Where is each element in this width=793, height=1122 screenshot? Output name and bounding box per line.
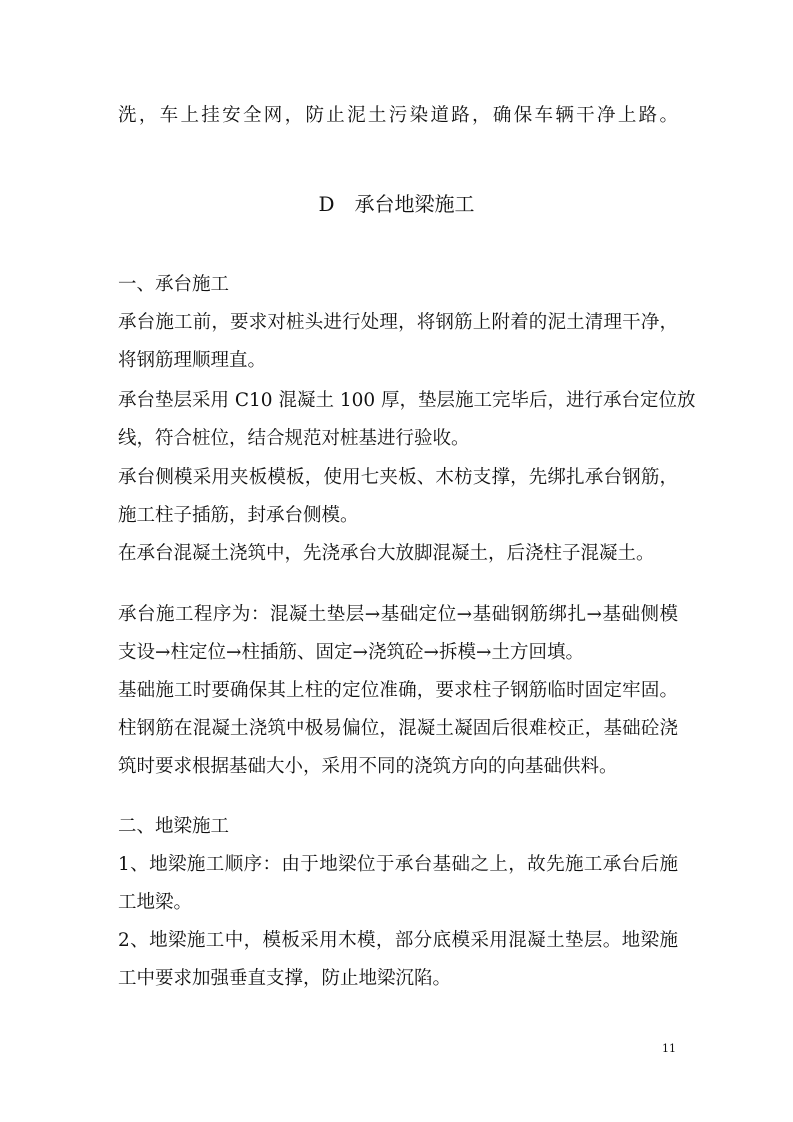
paragraph-line: 承台施工前，要求对桩头进行处理，将钢筋上附着的泥土清理干净，: [118, 312, 678, 333]
paragraph-line: 在承台混凝土浇筑中，先浇承台大放脚混凝土，后浇柱子混凝土。: [118, 543, 655, 564]
paragraph-line: 工地梁。: [118, 892, 193, 913]
section-title: 承台地梁施工: [354, 192, 475, 216]
paragraph-line: 将钢筋理顺理直。: [118, 350, 267, 371]
continuation-text: 洗，车上挂安全网，防止泥土污染道路，确保车辆干净上路。: [118, 105, 678, 126]
paragraph-line: 基础施工时要确保其上柱的定位准确，要求柱子钢筋临时固定牢固。: [118, 680, 678, 701]
section-letter: D: [318, 192, 335, 216]
paragraph-line: 1、地梁施工顺序：由于地梁位于承台基础之上，故先施工承台后施: [118, 854, 678, 875]
paragraph-line: 施工柱子插筋，封承台侧模。: [118, 505, 359, 526]
section-heading: [0, 188, 793, 217]
paragraph-line: 支设→柱定位→柱插筋、固定→浇筑砼→拆模→土方回填。: [118, 642, 585, 663]
paragraph-line: 承台侧模采用夹板模板，使用七夹板、木枋支撑，先绑扎承台钢筋，: [118, 467, 678, 488]
paragraph-line: 2、地梁施工中，模板采用木模，部分底模采用混凝土垫层。地梁施: [118, 930, 678, 951]
paragraph-line: 柱钢筋在混凝土浇筑中极易偏位，混凝土凝固后很难校正，基础砼浇: [118, 718, 678, 739]
paragraph-line: 承台施工程序为：混凝土垫层→基础定位→基础钢筋绑扎→基础侧模: [118, 604, 678, 625]
page-number: 11: [662, 1042, 676, 1055]
paragraph-line: 工中要求加强垂直支撑，防止地梁沉陷。: [118, 968, 452, 989]
paragraph-line: 一、承台施工: [118, 274, 230, 295]
paragraph-line: 筑时要求根据基础大小，采用不同的浇筑方向的向基础供料。: [118, 756, 618, 777]
paragraph-line: 承台垫层采用 C10 混凝土 100 厚，垫层施工完毕后，进行承台定位放: [118, 390, 696, 411]
paragraph-line: 二、地梁施工: [118, 816, 230, 837]
paragraph-line: 线，符合桩位，结合规范对桩基进行验收。: [118, 428, 470, 449]
